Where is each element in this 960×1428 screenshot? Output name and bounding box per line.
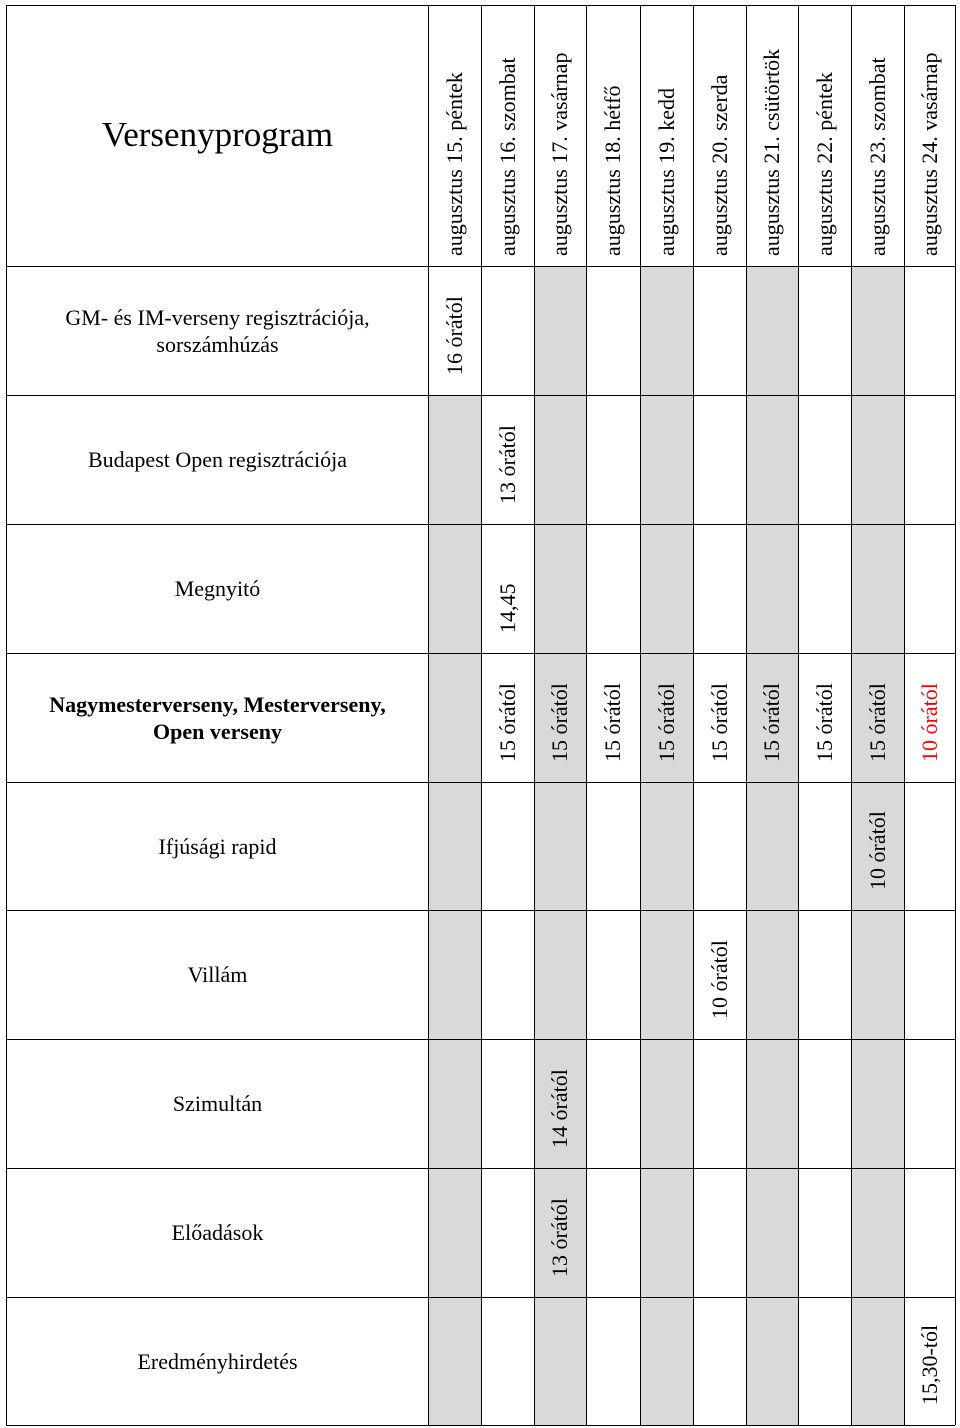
- column-divider: [640, 5, 641, 1425]
- column-divider: [851, 5, 852, 1425]
- event-time: 14 órától: [547, 1069, 572, 1148]
- event-time: 15 órától: [547, 683, 572, 762]
- column-divider: [746, 5, 747, 1425]
- day-header: augusztus 20. szerda: [706, 74, 732, 256]
- event-time: 15,30-tól: [916, 1324, 942, 1405]
- event-label: Budapest Open regisztrációja: [87, 447, 347, 472]
- column-divider: [586, 5, 587, 1425]
- event-time: 10 órától: [916, 683, 942, 762]
- event-time: 15 órától: [706, 683, 732, 762]
- day-header: augusztus 22. péntek: [811, 72, 837, 256]
- event-label: Szimultán: [172, 1091, 263, 1116]
- column-divider: [481, 5, 482, 1425]
- event-time: 16 órától: [441, 296, 467, 375]
- event-label: Ifjúsági rapid: [158, 833, 277, 859]
- event-label: GM- és IM-verseny regisztrációja, sorszámhúzás: [65, 304, 370, 357]
- event-time: 14,45: [494, 583, 520, 633]
- event-label: Villám: [187, 962, 248, 987]
- row-shade: [640, 266, 693, 395]
- column-divider: [904, 5, 905, 1425]
- event-label: Nagymesterverseny, Mesterverseny, Open verseny: [49, 691, 386, 744]
- event-label: Megnyitó: [174, 576, 261, 601]
- day-header: augusztus 16. szombat: [494, 57, 520, 256]
- row-divider: [6, 1425, 955, 1426]
- day-header: augusztus 24. vasárnap: [916, 52, 942, 256]
- row-shade: [534, 266, 586, 395]
- column-divider: [955, 5, 956, 1425]
- column-divider: [798, 5, 799, 1425]
- column-divider: [428, 5, 429, 1425]
- event-time: 15 órától: [811, 683, 837, 762]
- event-time: 15 órától: [759, 683, 784, 762]
- page-title: Versenyprogram: [101, 115, 334, 154]
- event-time: 10 órától: [706, 940, 732, 1019]
- event-time: 15 órától: [494, 683, 520, 762]
- event-label: Előadások: [171, 1220, 264, 1245]
- column-divider: [534, 5, 535, 1425]
- event-time: 15 órától: [864, 683, 890, 762]
- day-header: augusztus 18. hétfő: [600, 85, 625, 256]
- event-time: 15 órától: [600, 683, 625, 762]
- day-header: augusztus 15. péntek: [441, 72, 467, 256]
- event-time: 15 órától: [653, 683, 679, 762]
- row-shade: [851, 266, 904, 395]
- row-shade: [746, 266, 798, 395]
- day-header: augusztus 21. csütörtök: [759, 48, 784, 256]
- event-label: Eredményhirdetés: [137, 1348, 298, 1374]
- event-time: 13 órától: [494, 425, 520, 504]
- day-header: augusztus 19. kedd: [653, 87, 679, 256]
- event-time: 10 órától: [864, 811, 890, 890]
- column-divider: [693, 5, 694, 1425]
- day-header: augusztus 23. szombat: [864, 57, 890, 256]
- day-header: augusztus 17. vasárnap: [547, 52, 572, 256]
- event-time: 13 órától: [547, 1198, 572, 1277]
